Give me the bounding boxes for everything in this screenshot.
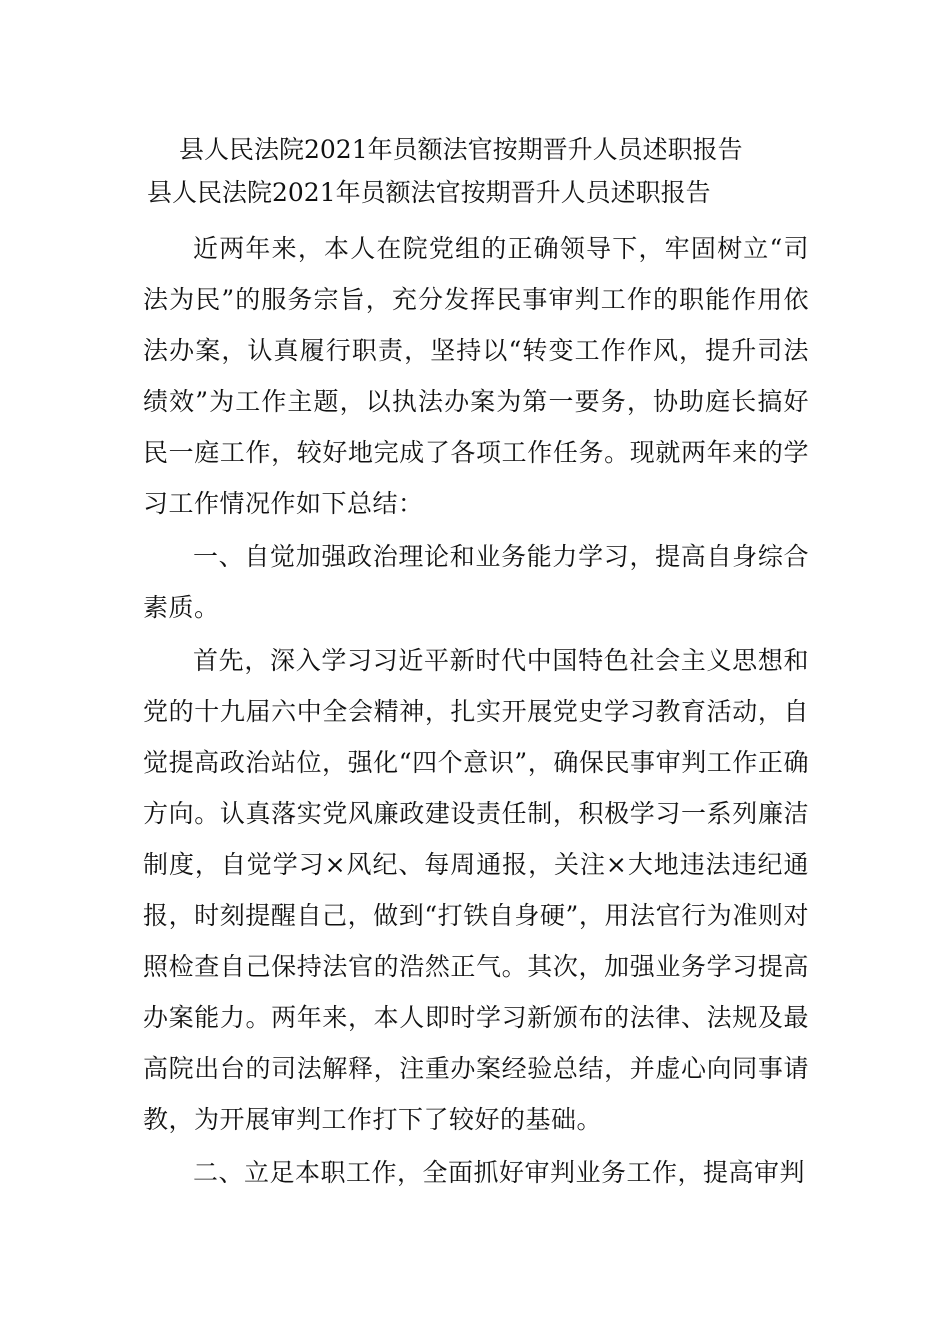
section-two-heading: 二、立足本职工作，全面抓好审判业务工作，提高审判: [193, 1158, 806, 1187]
section-one-heading: 一、自觉加强政治理论和业务能力学习，提高自身综合素质。: [143, 542, 809, 622]
report-text: [143, 223, 809, 1198]
section-one-paragraph: 首先，深入学习习近平新时代中国特色社会主义思想和党的十九届六中全会精神，扎实开展党史学习教育活动，自觉提高政治站位，强化“四个意识”，确保民事审判工作正确方向。认真落实党风廉政建设责任制，积极学习一系列廉洁制度，自觉学习×风纪、每周通报，关注×大地违法违纪通报，时刻提醒自己，做到“打铁自身硬”，用法官行为准则对照检查自己保持法官的浩然正气。其次，加强业务学习提高办案能力。两年来，本人即时学习新颁布的法律、法规及最高院出台的司法解释，注重办案经验总结，并虚心向同事请教，为开展审判工作打下了较好的基础。: [143, 646, 809, 1134]
document-body: [143, 128, 809, 1198]
document-title: 县人民法院2021年员额法官按期晋升人员述职报告: [179, 135, 743, 164]
intro-paragraph: 近两年来，本人在院党组的正确领导下，牢固树立“司法为民”的服务宗旨，充分发挥民事审判工作的职能作用依法办案，认真履行职责，坚持以“转变工作作风，提升司法绩效”为工作主题，以执法办案为第一要务，协助庭长搞好民一庭工作，较好地完成了各项工作任务。现就两年来的学习工作情况作如下总结：: [143, 234, 809, 518]
document-title-repeat: 县人民法院2021年员额法官按期晋升人员述职报告: [147, 178, 711, 207]
